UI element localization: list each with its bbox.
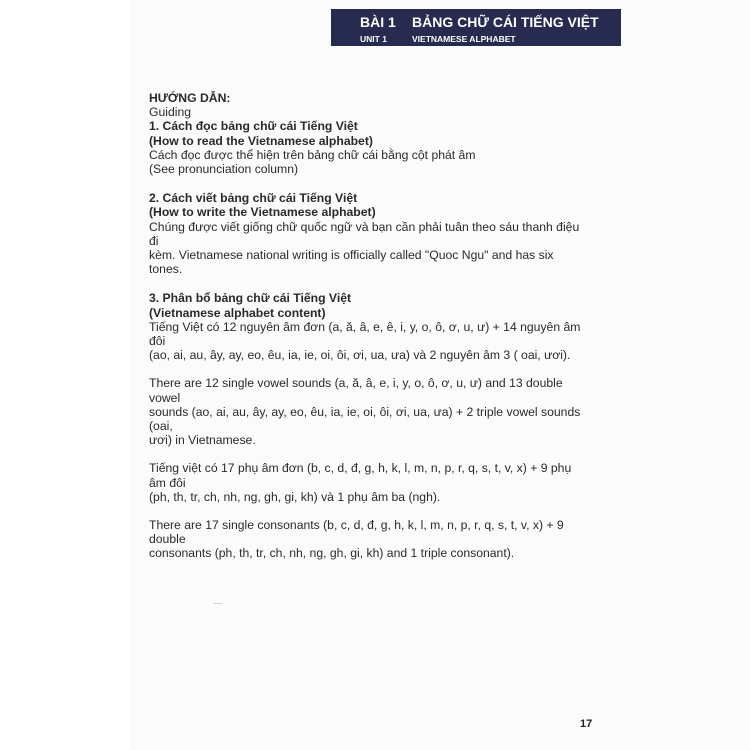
lesson-number: BÀI 1 bbox=[360, 14, 396, 30]
vi-consonants-line: (ph, th, tr, ch, nh, ng, gh, gi, kh) và 1 phụ âm ba (ngh). bbox=[149, 489, 441, 504]
page-speck bbox=[213, 603, 222, 604]
lesson-title: BẢNG CHỮ CÁI TIẾNG VIỆT bbox=[412, 14, 599, 30]
section2-line: Chúng được viết giống chữ quốc ngữ và bạn cần phải tuân theo sáu thanh điệu đi bbox=[149, 219, 580, 248]
en-vowels-line: There are 12 single vowel sounds (a, ă, â, e, i, y, o, ô, ơ, u, ư) and 13 double vowel bbox=[149, 376, 563, 405]
section1-line: (See pronunciation column) bbox=[149, 162, 299, 177]
section1-title: 1. Cách đọc bảng chữ cái Tiếng Việt bbox=[149, 119, 358, 134]
en-vowels-line: ươi) in Vietnamese. bbox=[149, 433, 256, 448]
section1-line: Cách đọc được thể hiện trên bảng chữ cái bằng cột phát âm bbox=[149, 147, 476, 162]
lesson-header-banner bbox=[331, 9, 621, 46]
unit-number: UNIT 1 bbox=[360, 34, 387, 44]
section2-subtitle: (How to write the Vietnamese alphabet) bbox=[149, 205, 376, 220]
page-number: 17 bbox=[580, 718, 593, 730]
section1-subtitle: (How to read the Vietnamese alphabet) bbox=[149, 133, 373, 148]
vi-vowels-line: (ao, ai, au, ây, ay, eo, êu, ia, ie, oi, ôi, ơi, ua, ưa) và 2 nguyên âm 3 ( oai, ươi). bbox=[149, 348, 571, 363]
en-consonants-line: There are 17 single consonants (b, c, d, đ, g, h, k, l, m, n, p, r, q, s, t, v, x) + 9 double bbox=[149, 518, 564, 547]
en-consonants-line: consonants (ph, th, tr, ch, nh, ng, gh, gi, kh) and 1 triple consonant). bbox=[149, 546, 515, 561]
guide-subheading: Guiding bbox=[149, 105, 192, 120]
section3-subtitle: (Vietnamese alphabet content) bbox=[149, 305, 326, 320]
page-content bbox=[149, 91, 589, 561]
en-vowels-line: sounds (ao, ai, au, ây, ay, eo, êu, ia, ie, oi, ôi, ơi, ua, ưa) + 2 triple vowel sounds (oai, bbox=[149, 404, 581, 434]
section2-line: kèm. Vietnamese national writing is officially called "Quoc Ngu" and has six tones. bbox=[149, 248, 554, 277]
unit-title: VIETNAMESE ALPHABET bbox=[412, 34, 516, 44]
vi-vowels-line: Tiếng Việt có 12 nguyên âm đơn (a, ă, â, e, ê, i, y, o, ô, ơ, u, ư) + 14 nguyên âm đôi bbox=[149, 319, 581, 349]
section3-title: 3. Phân bổ bảng chữ cái Tiếng Việt bbox=[149, 291, 352, 306]
vi-consonants-line: Tiếng việt có 17 phụ âm đơn (b, c, d, đ, g, h, k, l, m, n, p, r, q, s, t, v, x) + 9 phụ âm đôi bbox=[149, 461, 572, 490]
section2-title: 2. Cách viết bảng chữ cái Tiếng Việt bbox=[149, 191, 358, 206]
guide-heading: HƯỚNG DẪN: bbox=[149, 91, 231, 105]
